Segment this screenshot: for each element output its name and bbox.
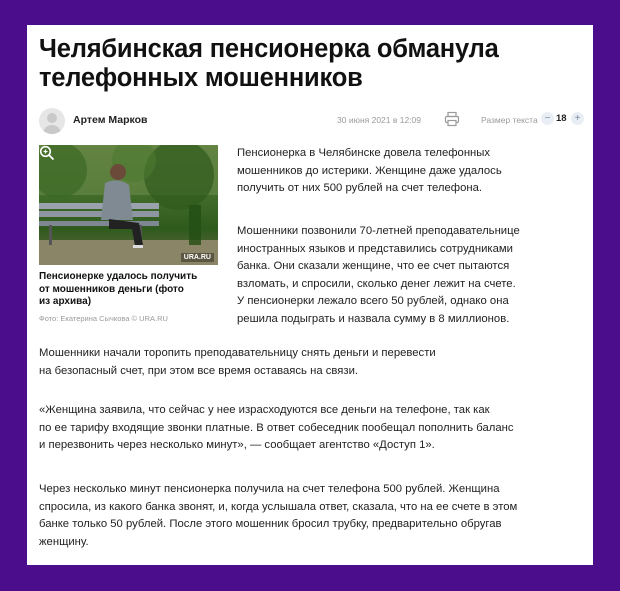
- photo-watermark: URA.RU: [181, 253, 214, 262]
- text-line: мошенников до истерики. Женщине даже удалось: [237, 164, 502, 177]
- article-meta: [39, 105, 587, 137]
- avatar[interactable]: [39, 108, 65, 134]
- caption-line: от мошенников деньги (фото: [39, 283, 184, 295]
- decrease-text-size-button[interactable]: −: [541, 112, 554, 125]
- text-line: банке только 50 рублей. После этого мошенник бросил трубку, предварительно обругав: [39, 518, 502, 530]
- zoom-in-icon[interactable]: [39, 145, 55, 161]
- text-line: женщину.: [39, 535, 89, 548]
- title-line: телефонных мошенников: [39, 64, 363, 92]
- text-size-value: 18: [556, 113, 567, 124]
- article-card: [27, 25, 593, 565]
- text-line: «Женщина заявила, что сейчас у нее израсходуются все деньги на телефоне, так как: [39, 404, 490, 416]
- photo-credit: Фото: Екатерина Сычкова © URA.RU: [39, 314, 168, 323]
- text-line: решила подыграть и назвала сумму в 8 миллионов.: [237, 312, 510, 325]
- text-line: спросила, из какого банка звонят, и, когда услышала ответ, сказала, что на ее счете в этом: [39, 500, 518, 513]
- paragraph-5: [39, 481, 587, 551]
- caption-line: из архива): [39, 296, 92, 308]
- paragraph-2: [237, 223, 585, 328]
- publish-date: 30 июня 2021 в 12:09: [337, 115, 422, 125]
- paragraph-4: [39, 402, 587, 455]
- article-photo[interactable]: [39, 145, 218, 265]
- increase-text-size-button[interactable]: +: [571, 112, 584, 125]
- caption-line: Пенсионерке удалось получить: [39, 271, 198, 282]
- text-line: Пенсионерка в Челябинске довела телефонных: [237, 147, 491, 159]
- paragraph-1: [237, 145, 582, 198]
- avatar-head-shape: [47, 113, 57, 123]
- text-line: на безопасный счет, при этом все время оставаясь на связи.: [39, 364, 359, 377]
- text-line: банка. Они сказали женщине, что ее счет пытаются: [237, 260, 510, 272]
- photo-illustration: [39, 145, 218, 265]
- text-line: иностранных языков и представились сотрудниками: [237, 242, 513, 255]
- title-line: Челябинская пенсионерка обманула: [39, 35, 499, 63]
- text-size-label: Размер текста: [481, 115, 538, 125]
- text-line: Мошенники позвонили 70-летней преподавательнице: [237, 225, 520, 237]
- text-line: Через несколько минут пенсионерка получила на счет телефона 500 рублей. Женщина: [39, 483, 500, 495]
- article-title: [39, 35, 579, 93]
- paragraph-3: [39, 345, 587, 380]
- author-name[interactable]: Артем Марков: [73, 114, 148, 126]
- photo-caption: [39, 271, 215, 309]
- text-line: У пенсионерки лежало всего 50 рублей, однако она: [237, 295, 509, 307]
- text-line: и перезвонить через несколько минут», — сообщает агентство «Доступ 1».: [39, 439, 435, 451]
- text-line: по ее тарифу входящие звонки платные. В ответ собеседник пообещал пополнить баланс: [39, 421, 514, 434]
- text-line: получить от них 500 рублей на счет телефона.: [237, 182, 483, 194]
- text-line: Мошенники начали торопить преподавательницу снять деньги и перевести: [39, 347, 436, 359]
- printer-icon[interactable]: [444, 111, 460, 127]
- text-line: взломать, и спросили, сколько денег лежит на счете.: [237, 277, 516, 290]
- avatar-body-shape: [43, 125, 61, 134]
